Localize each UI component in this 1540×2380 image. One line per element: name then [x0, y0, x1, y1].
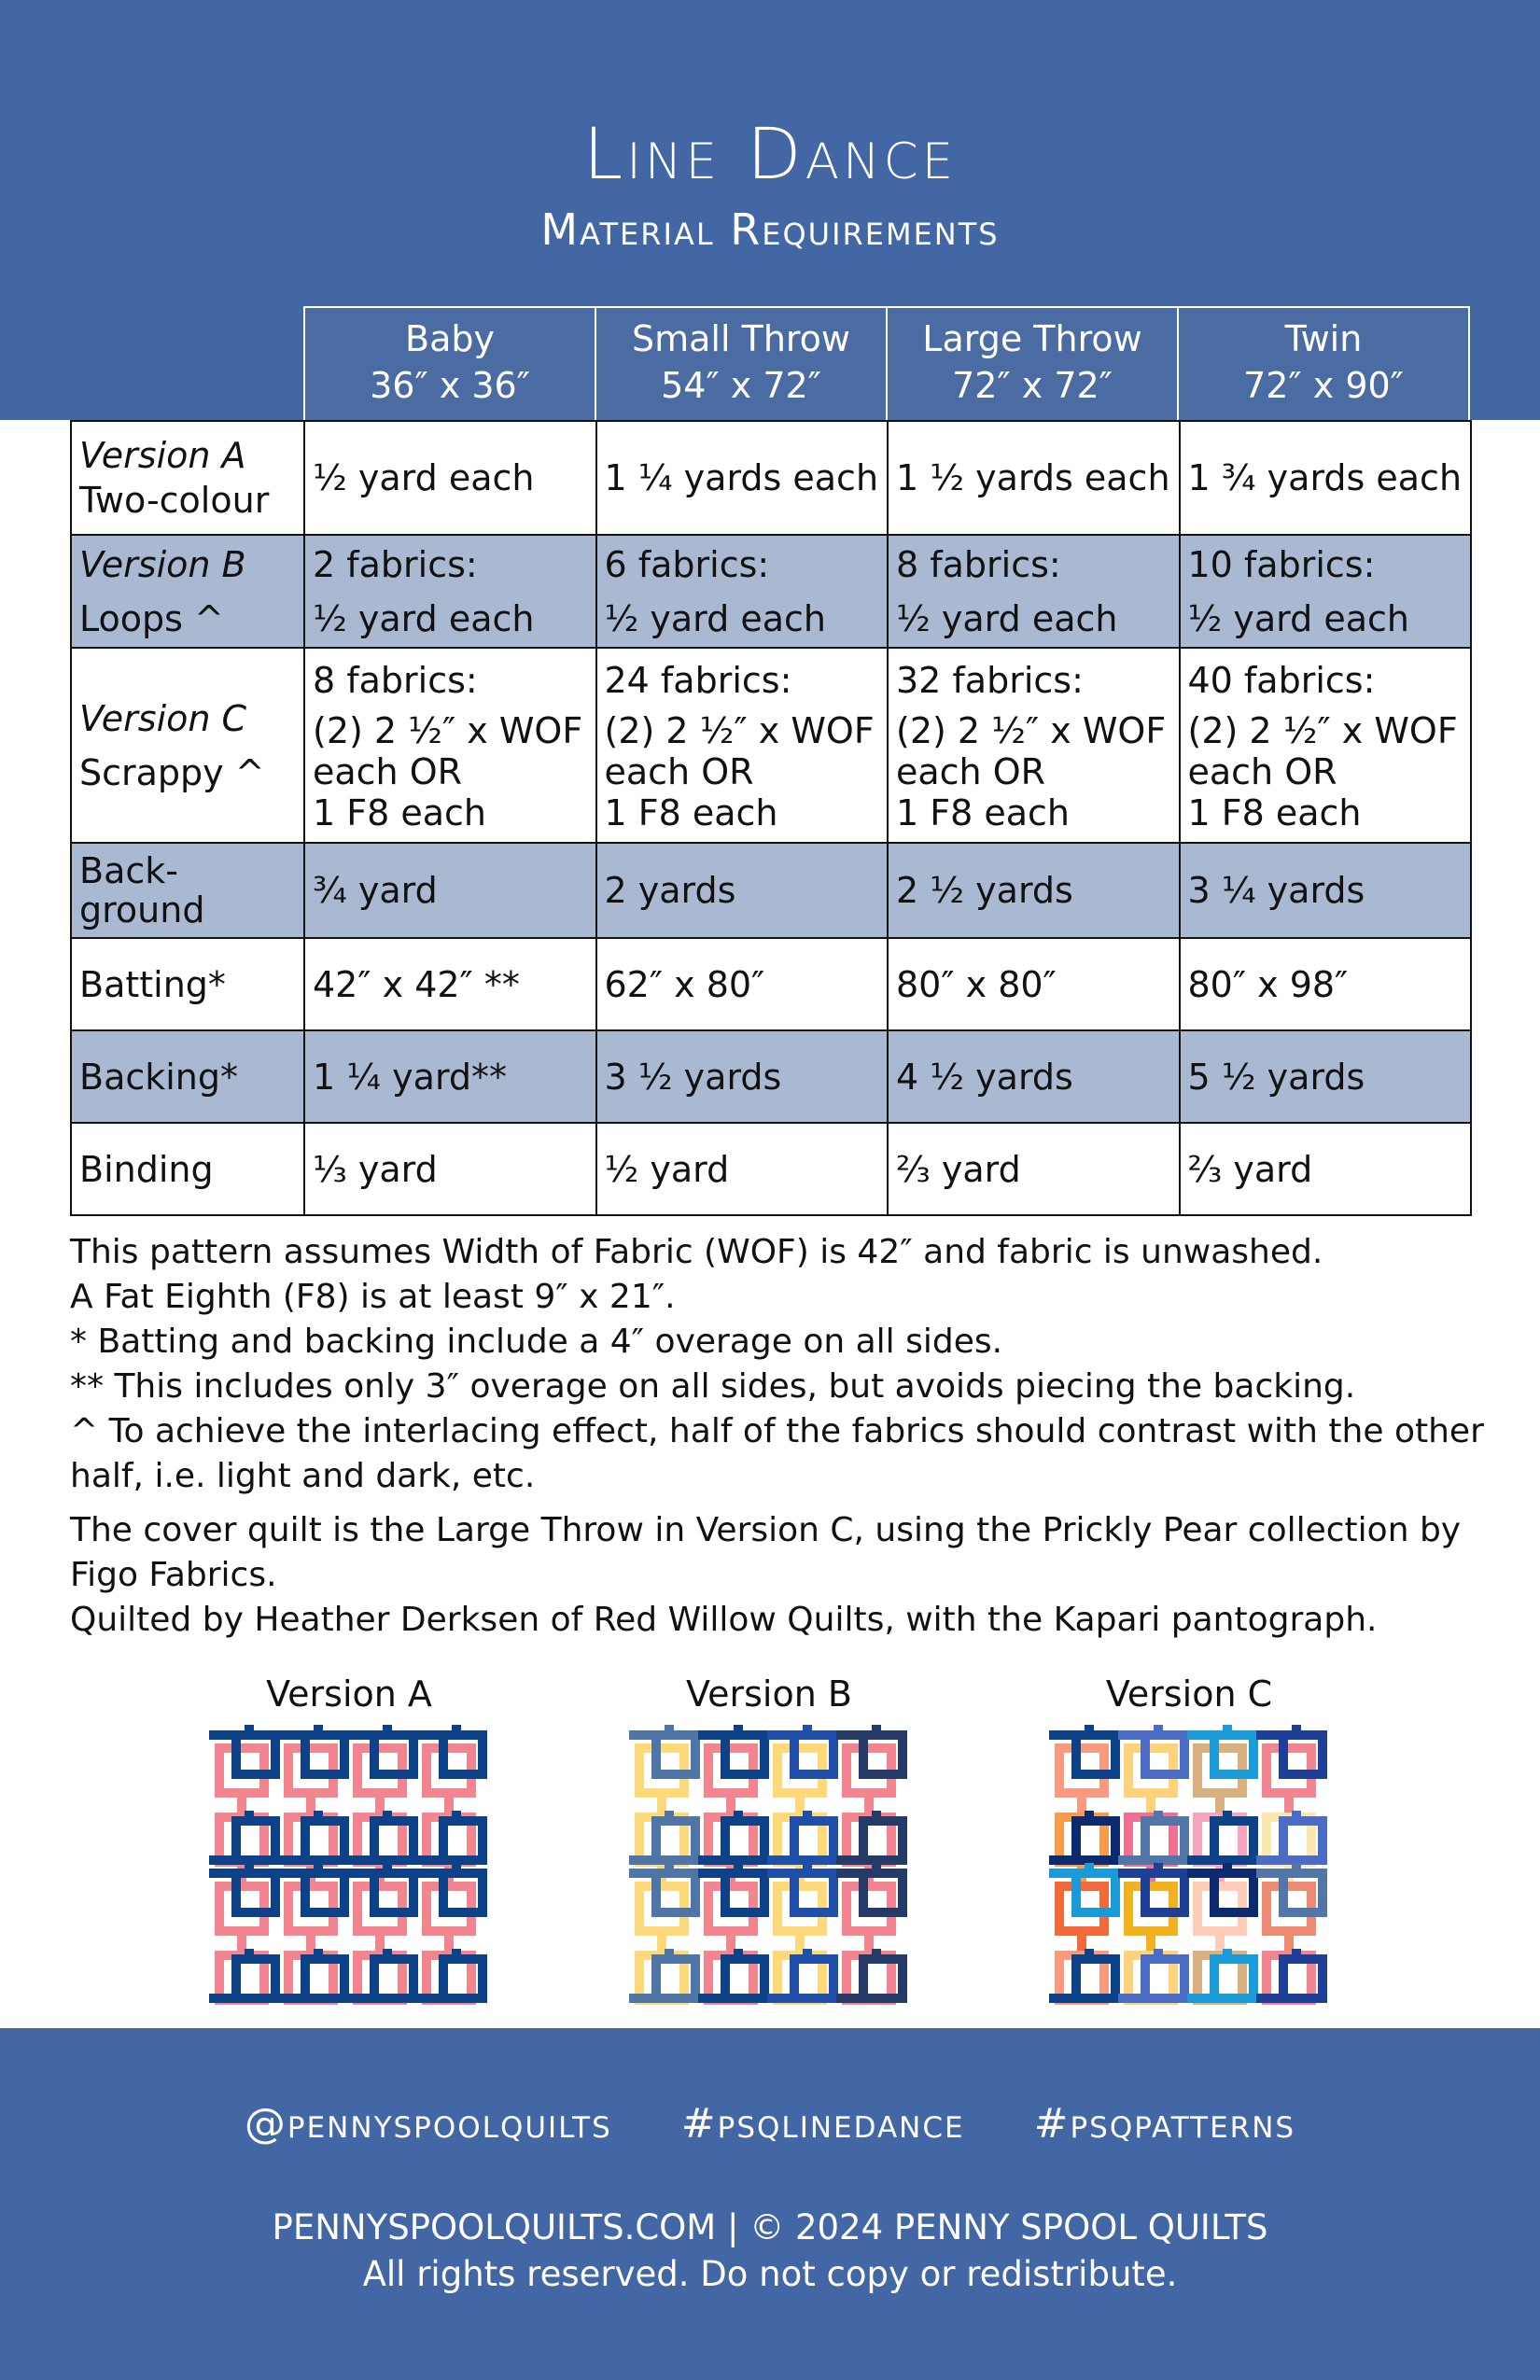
- pattern-notes: [70, 1230, 1489, 1643]
- table-cell: [596, 421, 889, 535]
- note-f8: A Fat Eighth (F8) is at least 9″ x 21″.: [70, 1278, 676, 1316]
- column-size: 72″ x 90″: [1243, 365, 1404, 406]
- cell-text: (2) 2 ½″ x WOF: [1187, 709, 1458, 751]
- cell-text: 1 ½ yards each: [896, 457, 1170, 498]
- row-label-version: Version C: [79, 697, 247, 739]
- row-label-text: Backing*: [79, 1056, 239, 1098]
- cell-text: 24 fabrics:: [604, 659, 792, 701]
- cell-text: 80″ x 98″: [1187, 963, 1349, 1005]
- cell-text: 2 ½ yards: [896, 870, 1073, 911]
- cell-text: each OR: [313, 750, 463, 792]
- note-backing: ** This includes only 3″ overage on all sides, but avoids piecing the backing.: [70, 1367, 1356, 1406]
- row-label: [71, 535, 304, 648]
- note-batting: * Batting and backing include a 4″ overage on all sides.: [70, 1323, 1003, 1361]
- cell-text: each OR: [1187, 750, 1337, 792]
- column-header-large-throw: [886, 308, 1177, 420]
- row-label-version: Version B: [79, 543, 246, 585]
- cell-text: ½ yard each: [313, 457, 535, 498]
- column-name: Baby: [405, 318, 495, 359]
- row-label-version: Version A: [79, 435, 246, 476]
- cell-text: 40 fabrics:: [1187, 659, 1376, 701]
- cell-text: 42″ x 42″ **: [313, 963, 520, 1005]
- cell-text: 2 fabrics:: [313, 543, 478, 585]
- column-size: 72″ x 72″: [952, 365, 1113, 406]
- row-label: [71, 421, 304, 535]
- cell-text: 80″ x 80″: [896, 963, 1057, 1005]
- footer-band: [0, 2028, 1540, 2380]
- table-cell: [888, 938, 1180, 1030]
- table-cell: [888, 648, 1180, 843]
- cell-text: 8 fabrics:: [313, 659, 478, 701]
- table-cell: [1180, 535, 1472, 648]
- note-wof: This pattern assumes Width of Fabric (WOF) is 42″ and fabric is unwashed.: [70, 1233, 1323, 1271]
- table-cell: [304, 1123, 596, 1215]
- table-cell: [888, 1123, 1180, 1215]
- cell-text: 3 ½ yards: [604, 1056, 782, 1098]
- column-name: Twin: [1284, 318, 1363, 359]
- cell-text: 3 ¼ yards: [1187, 870, 1365, 911]
- table-cell: [888, 421, 1180, 535]
- table-cell: [1180, 938, 1472, 1030]
- cell-text: ¾ yard: [313, 870, 438, 911]
- row-label-text: ground: [79, 889, 205, 931]
- column-header-small-throw: [595, 308, 886, 420]
- website-copyright: PENNYSPOOLQUILTS.COM | © 2024 PENNY SPOOL QUILTS: [272, 2207, 1268, 2247]
- cell-text: 1 F8 each: [896, 791, 1071, 833]
- cell-text: ½ yard each: [604, 597, 826, 639]
- cell-text: (2) 2 ½″ x WOF: [604, 709, 875, 751]
- quilt-label: Version A: [266, 1673, 432, 1715]
- table-cell: [888, 535, 1180, 648]
- row-label-text: Back-: [79, 850, 178, 891]
- cell-text: ½ yard: [604, 1148, 730, 1190]
- table-row-backing: [71, 1030, 1471, 1123]
- table-cell: [304, 843, 596, 938]
- table-cell: [1180, 1123, 1472, 1215]
- quilt-version-a-image: [209, 1725, 489, 2005]
- table-cell: [1180, 421, 1472, 535]
- cell-text: ⅔ yard: [896, 1148, 1021, 1190]
- size-column-headers: [303, 306, 1470, 420]
- cell-text: 1 ¾ yards each: [1187, 457, 1463, 498]
- column-size: 54″ x 72″: [661, 365, 821, 406]
- row-label-desc: Two-colour: [79, 480, 270, 521]
- table-cell: [304, 648, 596, 843]
- table-row-binding: [71, 1123, 1471, 1215]
- social-tags: [0, 2098, 1540, 2150]
- table-cell: [1180, 648, 1472, 843]
- table-cell: [596, 1030, 889, 1123]
- row-label-text: Binding: [79, 1148, 214, 1190]
- table-cell: [304, 535, 596, 648]
- column-header-twin: [1177, 308, 1470, 420]
- table-cell: [596, 843, 889, 938]
- table-row-batting: [71, 938, 1471, 1030]
- quilt-label: Version B: [686, 1673, 852, 1715]
- table-cell: [1180, 1030, 1472, 1123]
- note-cover-quilt: The cover quilt is the Large Throw in Version C, using the Prickly Pear collection by Figo Fabrics.: [70, 1511, 1462, 1594]
- table-cell: [596, 938, 889, 1030]
- cell-text: 4 ½ yards: [896, 1056, 1073, 1098]
- cell-text: 8 fabrics:: [896, 543, 1061, 585]
- table-row-version-a: [71, 421, 1471, 535]
- table-cell: [888, 843, 1180, 938]
- table-row-version-c: [71, 648, 1471, 843]
- cell-text: 10 fabrics:: [1187, 543, 1376, 585]
- table-cell: [596, 648, 889, 843]
- row-label: [71, 1123, 304, 1215]
- cell-text: 5 ½ yards: [1187, 1056, 1365, 1098]
- quilt-version-b-image: [629, 1725, 909, 2005]
- cell-text: 1 F8 each: [313, 791, 487, 833]
- cell-text: ½ yard each: [1187, 597, 1409, 639]
- page-subtitle: Material Requirements: [540, 204, 1000, 255]
- row-label: [71, 938, 304, 1030]
- cell-text: 2 yards: [604, 870, 736, 911]
- cell-text: 1 ¼ yards each: [604, 457, 879, 498]
- column-name: Large Throw: [922, 318, 1142, 359]
- column-header-baby: [303, 308, 595, 420]
- cell-text: ⅓ yard: [313, 1148, 438, 1190]
- table-cell: [596, 535, 889, 648]
- row-label-text: Batting*: [79, 963, 226, 1005]
- cell-text: 1 ¼ yard**: [313, 1056, 508, 1098]
- quilt-version-b: [629, 1671, 909, 2005]
- column-size: 36″ x 36″: [370, 365, 530, 406]
- cell-text: ½ yard each: [313, 597, 535, 639]
- material-requirements-table: [70, 420, 1472, 1216]
- page-title: Line Dance: [582, 112, 958, 195]
- cell-text: (2) 2 ½″ x WOF: [313, 709, 583, 751]
- instagram-handle: @pennyspoolquilts: [244, 2100, 612, 2148]
- table-cell: [304, 421, 596, 535]
- cell-text: each OR: [896, 750, 1046, 792]
- hashtag-linedance: #psqlinedance: [680, 2100, 965, 2148]
- cell-text: (2) 2 ½″ x WOF: [896, 709, 1167, 751]
- quilt-version-a: [209, 1671, 489, 2005]
- table-cell: [1180, 843, 1472, 938]
- column-name: Small Throw: [631, 318, 851, 359]
- cell-text: 1 F8 each: [604, 791, 778, 833]
- note-contrast: ^ To achieve the interlacing effect, half of the fabrics should contrast with the other half, i.e. light and dark, etc.: [70, 1412, 1484, 1495]
- cell-text: 6 fabrics:: [604, 543, 770, 585]
- table-cell: [596, 1123, 889, 1215]
- note-quilted-by: Quilted by Heather Derksen of Red Willow Quilts, with the Kapari pantograph.: [70, 1601, 1378, 1639]
- quilt-label: Version C: [1105, 1673, 1273, 1715]
- row-label-desc: Loops ^: [79, 597, 224, 639]
- cell-text: 62″ x 80″: [604, 963, 765, 1005]
- cell-text: 1 F8 each: [1187, 791, 1362, 833]
- cell-text: 32 fabrics:: [896, 659, 1084, 701]
- table-row-background: [71, 843, 1471, 938]
- cell-text: each OR: [604, 750, 754, 792]
- row-label: [71, 1030, 304, 1123]
- cell-text: ⅔ yard: [1187, 1148, 1313, 1190]
- hashtag-patterns: #psqpatterns: [1033, 2100, 1296, 2148]
- table-cell: [304, 938, 596, 1030]
- table-cell: [304, 1030, 596, 1123]
- row-label: [71, 843, 304, 938]
- cell-text: ½ yard each: [896, 597, 1118, 639]
- quilt-version-c: [1049, 1671, 1329, 2005]
- quilt-versions: [0, 1671, 1540, 2016]
- row-label: [71, 648, 304, 843]
- row-label-desc: Scrappy ^: [79, 751, 265, 793]
- rights-notice: All rights reserved. Do not copy or redistribute.: [362, 2254, 1178, 2294]
- quilt-version-c-image: [1049, 1725, 1329, 2005]
- table-cell: [888, 1030, 1180, 1123]
- table-row-version-b: [71, 535, 1471, 648]
